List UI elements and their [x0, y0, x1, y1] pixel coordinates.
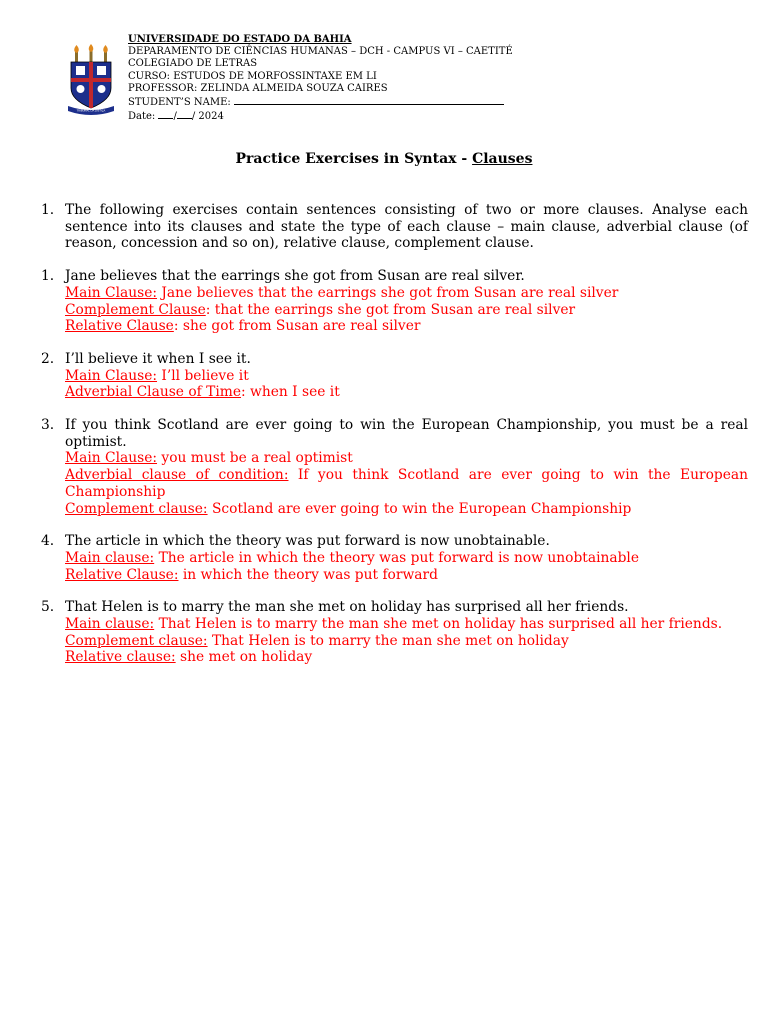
- date-label: Date:: [128, 111, 159, 123]
- answer-line: [65, 467, 748, 500]
- answer-line: [65, 633, 748, 650]
- answer-label: Adverbial clause of condition:: [65, 467, 289, 484]
- answer-label: Relative Clause:: [65, 566, 179, 583]
- date-day-field[interactable]: [158, 109, 173, 119]
- date-line: [128, 109, 513, 123]
- date-separator: /: [173, 111, 177, 123]
- answer-line: [65, 550, 748, 567]
- professor-name: PROFESSOR: ZELINDA ALMEIDA SOUZA CAIRES: [128, 82, 388, 94]
- answer-text: I’ll believe it: [157, 367, 249, 384]
- answer-label: Main clause:: [65, 616, 155, 633]
- answer-line: [65, 384, 748, 401]
- student-name-line: [128, 95, 513, 109]
- answer-text: : when I see it: [241, 384, 340, 401]
- answer-text: The article in which the theory was put forward is now unobtainable: [154, 549, 640, 566]
- student-name-field[interactable]: [234, 95, 504, 105]
- answer-text: : she got from Susan are real silver: [173, 318, 421, 335]
- document-header: [128, 34, 513, 123]
- department-name: DEPARAMENTO DE CIÊNCIAS HUMANAS – DCH - CAMPUS VI – CAETITÉ: [128, 46, 513, 58]
- answer-label: Main Clause:: [65, 450, 158, 467]
- exercise-3: [41, 417, 748, 517]
- exercise-sentence: Jane believes that the earrings she got from Susan are real silver.: [65, 268, 525, 285]
- answer-label: Adverbial Clause of Time: [65, 384, 241, 401]
- answer-line: [65, 368, 748, 385]
- date-year: / 2024: [191, 111, 224, 123]
- exercise-sentence: That Helen is to marry the man she met on holiday has surprised all her friends.: [65, 599, 629, 616]
- page-title: [0, 151, 768, 167]
- exercise-4: [41, 533, 748, 583]
- answer-text: Jane believes that the earrings she got from Susan are real silver: [157, 284, 619, 301]
- answer-line: [65, 649, 748, 666]
- exercise-number: 5.: [41, 599, 55, 616]
- answer-label: Complement Clause: [65, 301, 206, 318]
- answer-text: in which the theory was put forward: [178, 566, 438, 583]
- instructions-number: 1.: [41, 202, 55, 218]
- answer-line: [65, 501, 748, 518]
- answer-label: Relative clause:: [65, 649, 176, 666]
- answer-text: Scotland are ever going to win the European Championship: [207, 500, 632, 517]
- answer-line: [65, 318, 748, 335]
- answer-text: That Helen is to marry the man she met on holiday has surprised all her friends.: [154, 616, 723, 633]
- title-prefix: Practice Exercises in Syntax -: [235, 151, 473, 167]
- answer-text: : that the earrings she got from Susan are real silver: [205, 301, 576, 318]
- university-name: UNIVERSIDADE DO ESTADO DA BAHIA: [128, 34, 352, 45]
- exercise-sentence: The article in which the theory was put forward is now unobtainable.: [65, 533, 550, 550]
- exercise-1: [41, 268, 748, 335]
- answer-label: Complement clause:: [65, 632, 208, 649]
- answer-line: [65, 616, 748, 633]
- torch-icon: [74, 44, 108, 64]
- answer-text: That Helen is to marry the man she met on holiday: [207, 632, 569, 649]
- exercise-sentence: If you think Scotland are ever going to win the European Championship, you must be a real optimist.: [65, 417, 748, 450]
- exercise-number: 4.: [41, 533, 55, 550]
- exercise-5: [41, 599, 748, 666]
- exercise-2: [41, 350, 748, 401]
- instructions: [41, 202, 748, 252]
- answer-label: Main clause:: [65, 549, 155, 566]
- answer-line: [65, 285, 748, 302]
- exercise-number: 3.: [41, 417, 55, 434]
- answer-text: If you think Scotland are ever going to win the European Championship: [65, 467, 748, 500]
- instructions-text: The following exercises contain sentences consisting of two or more clauses. Analyse each sentence into its clauses and state the type of each clause – main clause, adverbial clause (of reason, concession and so on), relative clause, complement clause.: [65, 202, 748, 252]
- answer-label: Main Clause:: [65, 367, 158, 384]
- course-name: CURSO: ESTUDOS DE MORFOSSINTAXE EM LI: [128, 70, 377, 82]
- answer-text: you must be a real optimist: [157, 450, 353, 467]
- date-month-field[interactable]: [177, 109, 192, 119]
- answer-line: [65, 302, 748, 319]
- answer-label: Complement clause:: [65, 500, 208, 517]
- answer-text: she met on holiday: [175, 649, 313, 666]
- exercise-sentence: I’ll believe it when I see it.: [65, 350, 251, 367]
- colegiado-name: COLEGIADO DE LETRAS: [128, 58, 258, 70]
- answer-label: Main Clause:: [65, 284, 158, 301]
- university-crest-logo: [66, 44, 116, 116]
- title-underlined: Clauses: [472, 151, 533, 167]
- banner-text: TRIBUNAL DA JUSTIÇA: [76, 109, 106, 113]
- answer-label: Relative Clause: [65, 318, 174, 335]
- student-name-label: STUDENT’S NAME:: [128, 97, 234, 109]
- exercise-number: 2.: [41, 350, 55, 367]
- exercise-number: 1.: [41, 268, 55, 285]
- answer-line: [65, 567, 748, 584]
- exercise-content: [0, 202, 768, 682]
- answer-line: [65, 450, 748, 467]
